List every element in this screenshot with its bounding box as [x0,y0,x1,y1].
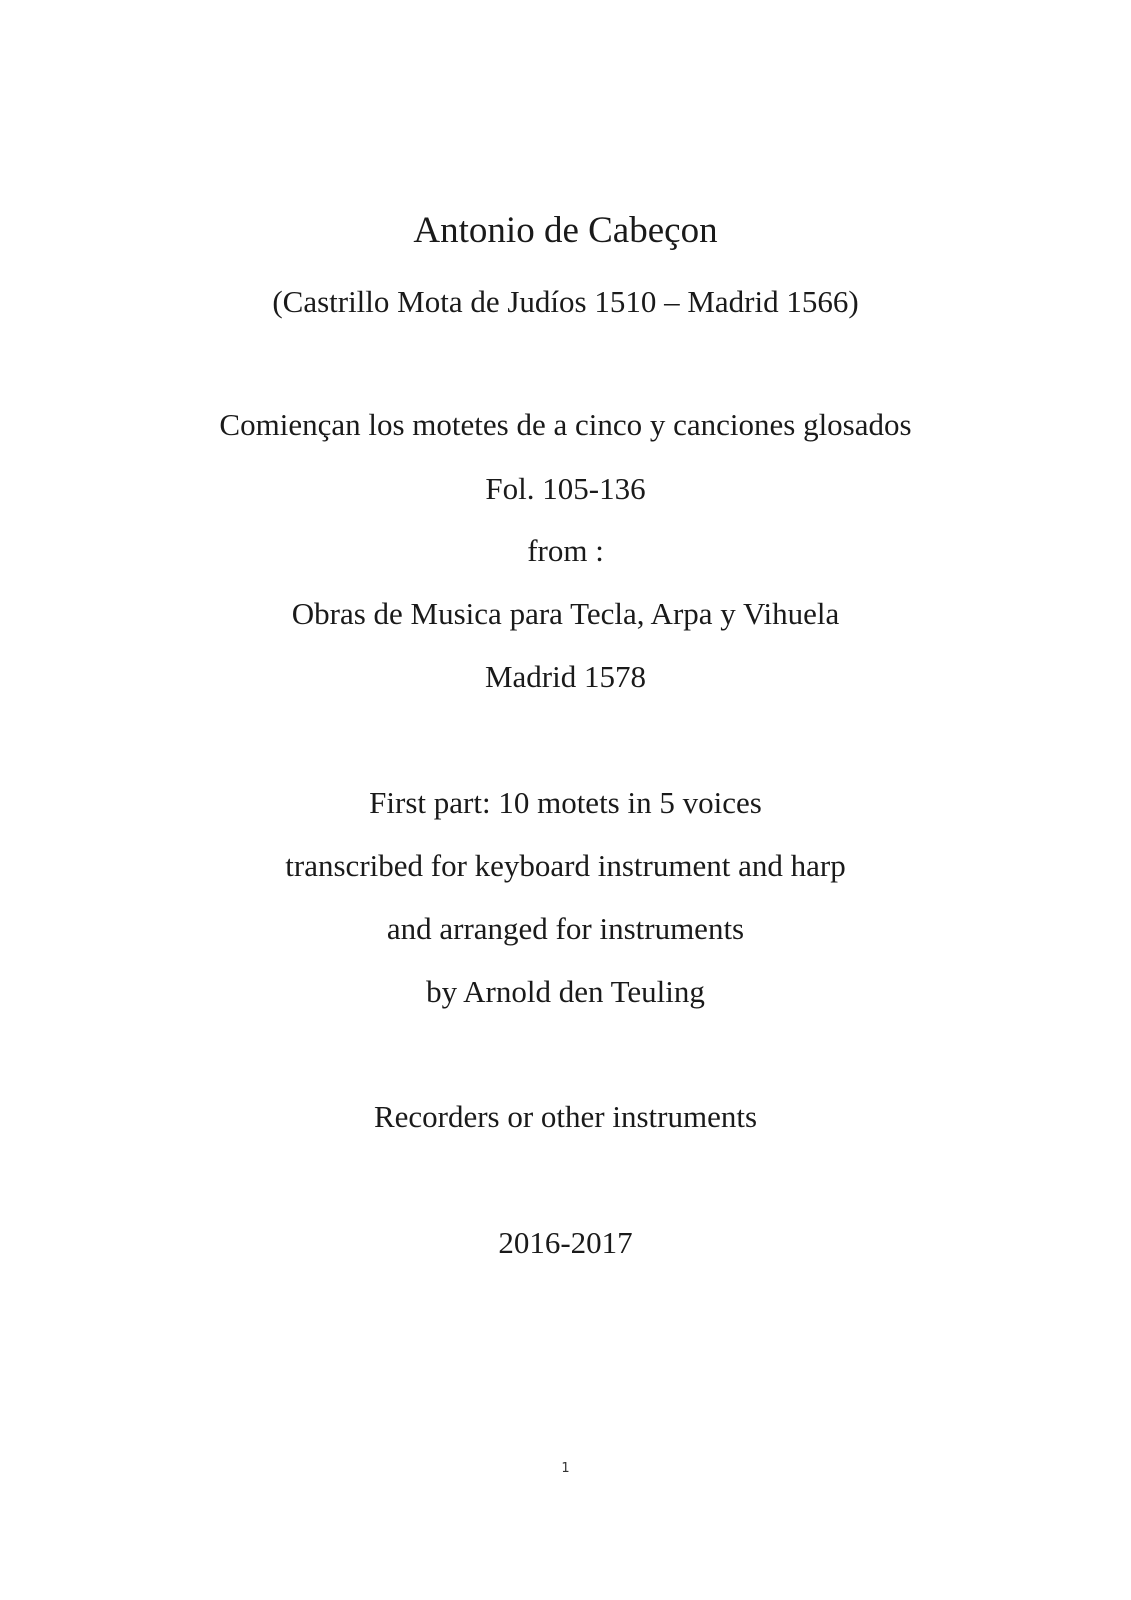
work-title: Comiençan los motetes de a cinco y canciones glosados [219,407,912,442]
page-number: 1 [561,1461,570,1476]
transcription-note: transcribed for keyboard instrument and harp [285,848,846,883]
arranger-credit: by Arnold den Teuling [426,974,705,1009]
composer-name: Antonio de Cabeçon [413,210,718,251]
collection-title: Obras de Musica para Tecla, Arpa y Vihuela [291,596,840,631]
folio-range: Fol. 105-136 [485,471,646,506]
from-label: from : [527,533,604,568]
arrangement-note: and arranged for instruments [386,911,745,946]
instrumentation: Recorders or other instruments [373,1099,758,1134]
year-range: 2016-2017 [498,1225,633,1260]
part-description: First part: 10 motets in 5 voices [369,785,762,820]
publication-place-date: Madrid 1578 [484,659,646,694]
composer-lifespan: (Castrillo Mota de Judíos 1510 – Madrid 1566) [272,284,859,319]
